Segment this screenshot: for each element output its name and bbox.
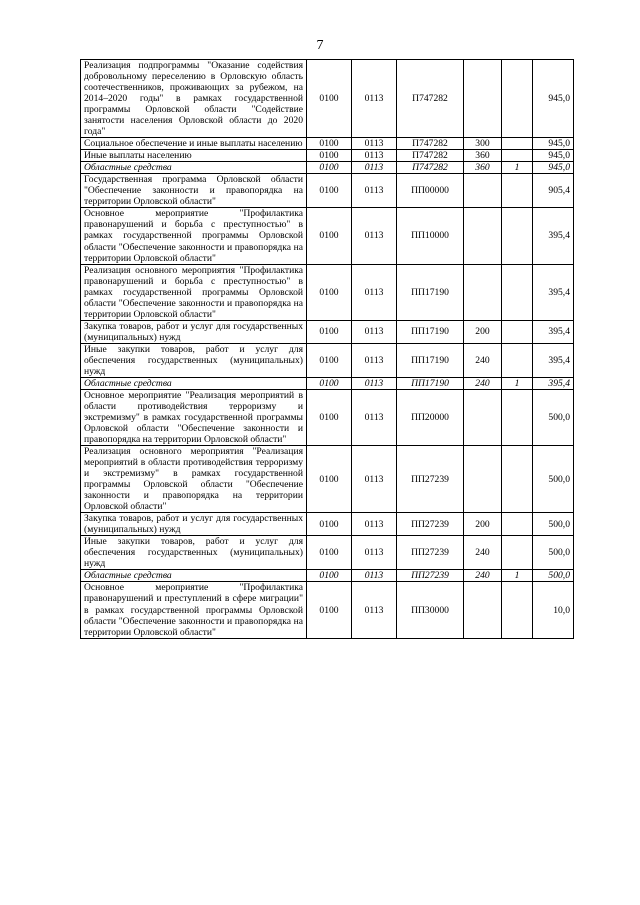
row-target-article-code: ПП17190	[397, 320, 464, 343]
row-target-article-code: ПП27239	[397, 513, 464, 536]
row-subsection-code: 0113	[352, 138, 397, 150]
table-row	[81, 60, 574, 138]
page-number: 7	[316, 38, 324, 53]
row-amount: 905,4	[533, 174, 574, 208]
table-row	[81, 446, 574, 513]
row-expense-type-code: 200	[464, 513, 502, 536]
table-row	[81, 150, 574, 162]
row-target-article-code: ПП17190	[397, 343, 464, 377]
row-funding-source	[502, 343, 533, 377]
row-expense-type-code: 200	[464, 320, 502, 343]
row-section-code: 0100	[307, 150, 352, 162]
row-subsection-code: 0113	[352, 446, 397, 513]
row-description: Основное мероприятие "Профилактика правонарушений и преступлений в сфере миграции" в рамках государственной программы Орловской области "Обеспечение законности и правопорядка на территории Орловской области"	[81, 582, 307, 638]
table-row	[81, 582, 574, 638]
row-target-article-code: П747282	[397, 60, 464, 138]
row-section-code: 0100	[307, 343, 352, 377]
row-target-article-code: ПП10000	[397, 208, 464, 264]
table-row	[81, 513, 574, 536]
table-row	[81, 343, 574, 377]
row-expense-type-code: 240	[464, 536, 502, 570]
row-funding-source	[502, 174, 533, 208]
row-section-code: 0100	[307, 174, 352, 208]
row-target-article-code: ПП30000	[397, 582, 464, 638]
row-target-article-code: П747282	[397, 138, 464, 150]
row-funding-source	[502, 150, 533, 162]
row-subsection-code: 0113	[352, 536, 397, 570]
row-amount: 500,0	[533, 513, 574, 536]
row-funding-source	[502, 446, 533, 513]
row-funding-source: 1	[502, 377, 533, 389]
row-subsection-code: 0113	[352, 208, 397, 264]
row-amount: 500,0	[533, 536, 574, 570]
row-target-article-code: П747282	[397, 162, 464, 174]
row-expense-type-code	[464, 446, 502, 513]
row-target-article-code: ПП17190	[397, 264, 464, 320]
row-subsection-code: 0113	[352, 174, 397, 208]
row-section-code: 0100	[307, 536, 352, 570]
row-expense-type-code	[464, 389, 502, 445]
row-section-code: 0100	[307, 389, 352, 445]
row-target-article-code: ПП27239	[397, 446, 464, 513]
row-section-code: 0100	[307, 570, 352, 582]
row-funding-source	[502, 320, 533, 343]
row-subsection-code: 0113	[352, 389, 397, 445]
row-amount: 395,4	[533, 264, 574, 320]
row-subsection-code: 0113	[352, 264, 397, 320]
row-section-code: 0100	[307, 377, 352, 389]
row-funding-source	[502, 264, 533, 320]
row-section-code: 0100	[307, 60, 352, 138]
row-description: Основное мероприятие "Реализация мероприятий в области противодействия терроризму и экстремизму" в рамках государственной программы Орловской области "Обеспечение законности и правопорядка на территории Орловской области"	[81, 389, 307, 445]
row-target-article-code: ПП00000	[397, 174, 464, 208]
table-row	[81, 536, 574, 570]
row-amount: 395,4	[533, 343, 574, 377]
row-expense-type-code: 300	[464, 138, 502, 150]
row-description: Иные закупки товаров, работ и услуг для обеспечения государственных (муниципальных) нужд	[81, 536, 307, 570]
row-description: Областные средства	[81, 162, 307, 174]
table-row	[81, 174, 574, 208]
row-expense-type-code: 360	[464, 150, 502, 162]
row-subsection-code: 0113	[352, 343, 397, 377]
row-amount: 500,0	[533, 446, 574, 513]
row-description: Реализация подпрограммы "Оказание содействия добровольному переселению в Орловскую область соотечественников, проживающих за рубежом, на 2014–2020 годы" в рамках государственной программы Орловской области "Содействие занятости населения Орловской области до 2020 года"	[81, 60, 307, 138]
row-subsection-code: 0113	[352, 162, 397, 174]
row-expense-type-code	[464, 208, 502, 264]
row-amount: 945,0	[533, 60, 574, 138]
row-funding-source: 1	[502, 570, 533, 582]
row-amount: 10,0	[533, 582, 574, 638]
row-expense-type-code	[464, 264, 502, 320]
row-target-article-code: ПП20000	[397, 389, 464, 445]
row-target-article-code: ПП27239	[397, 536, 464, 570]
row-section-code: 0100	[307, 264, 352, 320]
row-section-code: 0100	[307, 513, 352, 536]
row-description: Областные средства	[81, 377, 307, 389]
table-row-regional-funds	[81, 570, 574, 582]
row-description: Основное мероприятие "Профилактика правонарушений и борьба с преступностью" в рамках государственной программы Орловской области "Обеспечение законности и правопорядка на территории Орловской области"	[81, 208, 307, 264]
table-row-regional-funds	[81, 377, 574, 389]
row-expense-type-code	[464, 60, 502, 138]
row-description: Областные средства	[81, 570, 307, 582]
row-target-article-code: ПП17190	[397, 377, 464, 389]
row-subsection-code: 0113	[352, 570, 397, 582]
table-row	[81, 389, 574, 445]
row-funding-source	[502, 138, 533, 150]
row-expense-type-code	[464, 174, 502, 208]
row-subsection-code: 0113	[352, 582, 397, 638]
row-funding-source	[502, 389, 533, 445]
row-subsection-code: 0113	[352, 60, 397, 138]
budget-table	[80, 59, 574, 639]
row-subsection-code: 0113	[352, 150, 397, 162]
row-amount: 945,0	[533, 138, 574, 150]
row-amount: 945,0	[533, 150, 574, 162]
table-row	[81, 320, 574, 343]
row-expense-type-code	[464, 582, 502, 638]
row-amount: 395,4	[533, 377, 574, 389]
row-description: Реализация основного мероприятия "Реализация мероприятий в области противодействия терроризму и экстремизму" в рамках государственной программы Орловской области "Обеспечение законности и правопорядка на территории Орловской области"	[81, 446, 307, 513]
budget-table-body	[81, 60, 574, 639]
row-funding-source	[502, 582, 533, 638]
table-row	[81, 264, 574, 320]
row-section-code: 0100	[307, 582, 352, 638]
row-subsection-code: 0113	[352, 377, 397, 389]
row-funding-source	[502, 536, 533, 570]
row-subsection-code: 0113	[352, 513, 397, 536]
row-amount: 395,4	[533, 320, 574, 343]
row-section-code: 0100	[307, 320, 352, 343]
row-expense-type-code: 240	[464, 570, 502, 582]
row-funding-source	[502, 208, 533, 264]
row-expense-type-code: 360	[464, 162, 502, 174]
table-row	[81, 138, 574, 150]
table-row	[81, 208, 574, 264]
row-description: Государственная программа Орловской области "Обеспечение законности и правопорядка на территории Орловской области"	[81, 174, 307, 208]
row-expense-type-code: 240	[464, 343, 502, 377]
row-description: Иные закупки товаров, работ и услуг для обеспечения государственных (муниципальных) нужд	[81, 343, 307, 377]
row-section-code: 0100	[307, 162, 352, 174]
row-target-article-code: ПП27239	[397, 570, 464, 582]
row-section-code: 0100	[307, 208, 352, 264]
row-subsection-code: 0113	[352, 320, 397, 343]
row-target-article-code: П747282	[397, 150, 464, 162]
row-description: Закупка товаров, работ и услуг для государственных (муниципальных) нужд	[81, 320, 307, 343]
row-description: Иные выплаты населению	[81, 150, 307, 162]
row-section-code: 0100	[307, 446, 352, 513]
row-funding-source: 1	[502, 162, 533, 174]
table-row-regional-funds	[81, 162, 574, 174]
row-amount: 500,0	[533, 570, 574, 582]
row-amount: 945,0	[533, 162, 574, 174]
row-funding-source	[502, 513, 533, 536]
row-section-code: 0100	[307, 138, 352, 150]
row-amount: 500,0	[533, 389, 574, 445]
row-amount: 395,4	[533, 208, 574, 264]
row-expense-type-code: 240	[464, 377, 502, 389]
row-description: Социальное обеспечение и иные выплаты населению	[81, 138, 307, 150]
row-description: Закупка товаров, работ и услуг для государственных (муниципальных) нужд	[81, 513, 307, 536]
row-funding-source	[502, 60, 533, 138]
row-description: Реализация основного мероприятия "Профилактика правонарушений и борьба с преступностью" в рамках государственной программы Орловской области "Обеспечение законности и правопорядка на территории Орловской области"	[81, 264, 307, 320]
